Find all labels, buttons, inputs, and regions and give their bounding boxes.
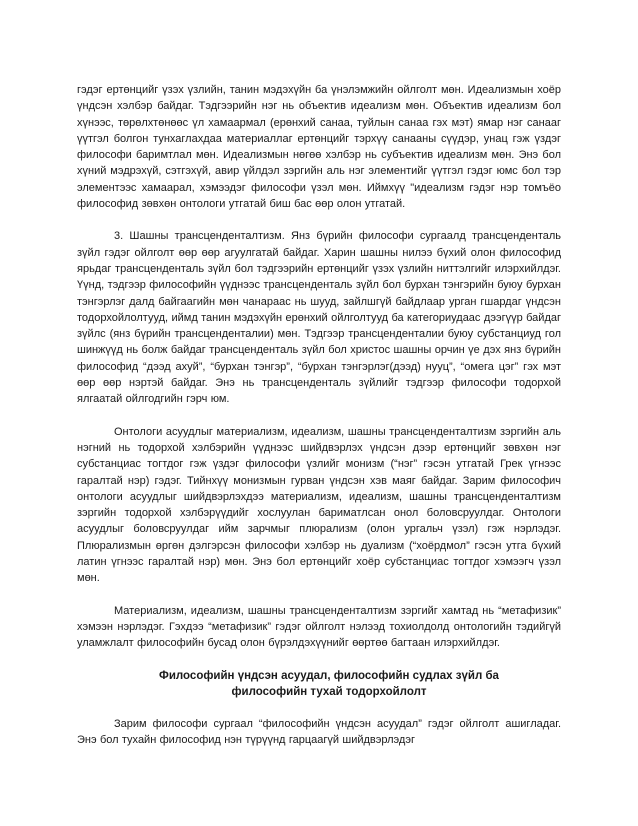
section-heading: [77, 668, 561, 701]
paragraph-closing: Зарим философи сургаал “философийн үндсэн асуудал” гэдэг ойлголт ашигладаг. Энэ бол тухайн философид нэн түрүүнд гарцаагүй шийдвэрлэдэг: [77, 718, 561, 747]
section-heading-line-2: философийн тухай тодорхойлолт: [231, 685, 427, 698]
paragraph-idealism: гэдэг ертөнцийг үзэх үзлийн, танин мэдэхүйн ба үнэлэмжийн ойлголт мөн. Идеализмын хоёр үндсэн хэлбэр байдаг. Тэдгээрийн нэг нь объектив идеализм мөн. Объектив идеализм бол хүнээс, төрөлхтөнөөс үл хамаармал (ерөнхий санаа, туйлын санаа гэх мэт) ямар нэг санааг үүтгэл болгон тунхаглахдаа материаллаг ертөнцийг тэрхүү санааны сүүдэр, унац гэж үздэг философи баримтлал мөн. Идеализмын нөгөө хэлбэр нь субъектив идеализм мөн. Энэ бол хүний мэдрэхүй, сэтгэхүй, авир үйлдэл зэргийн аль нэг элементийг үүтгэл гэдэг юмс бол тэр элементээс хамаарал, хэмээдэг философи үзэл мөн. Иймхүү "идеализм гэдэг нэр томъёо философид зөвхөн онтологи утгатай биш бас өөр олон утгатай.: [77, 84, 561, 211]
paragraph-metaphysics: Материализм, идеализм, шашны трансценденталтизм зэргийг хамтад нь “метафизик” хэмээн нэрлэдэг. Гэхдээ “метафизик” гэдэг ойлголт нэлээд тохиолдолд онтологийн тэдийгүй уламжлалт философийн бусад олон бүрэлдэхүүнийг өөртөө багтаан илэрхийлдэг.: [77, 604, 561, 650]
section-heading-line-1: Философийн үндсэн асуудал, философийн судлах зүйл ба: [159, 669, 499, 682]
document-page: [77, 82, 561, 765]
paragraph-transcendentalism: 3. Шашны трансценденталтизм. Янз бүрийн философи сургаалд трансценденталь зүйл гэдэг ойлголт өөр өөр агуулгатай байдаг. Харин шашны нилээ бүхий олон философид ярьдаг трансценденталь зүйл бол тэдгээрийн ертөнцийг үзэх үзлийн ниттэлгийг илэрхийлдэг. Үүнд, тэдгээр философийн үүднээс трансценденталь зүйл бол бурхан тэнгэрийн буюу бурхан тэнгэрлэг далд байгаагийн мөн чанараас нь шууд, зайлшгүй байдлаар урган гшардаг үндсэн тодорхойлолтууд, иймд танин мэдэхүйн ерөнхий ойлголтууд ба категориудаас дээгүүр байдаг зүйлс (янз бүрийн трансценденталии) мөн. Тэдгээр трансценденталии буюу субстанциуд гол шинжүүд нь болж байдаг трансценденталь зүйл бол христос шашны орчин үе дэх янз бүрийн философид “дээд ахуй”, “бурхан тэнгэр”, “бурхан тэнгэрлэг(дээд) нууц”, “омега цэг” гэх мэт өөр өөр нэртэй байдаг. Энэ нь трансценденталь зүйлийг тэдгээр философи тодорхой ялгаатай ойлгодгийн гэрч юм.: [77, 230, 561, 406]
paragraph-monism: Онтологи асуудлыг материализм, идеализм, шашны трансценденталтизм зэргийн аль нэгний нь тодорхой хэлбэрийн үүднээс шийдвэрлэх үндсэн дээр ертөнцийг зөвхөн нэг субстанциас тогтдог гэж үздэг философи үзлийг монизм (“нэг” гэсэн утгатай Грек үгнээс гаралтай нэр) гэдэг. Тийнхүү монизмын гурван үндсэн хэв маяг байдаг. Зарим философич онтологи асуудлыг шийдвэрлэхдээ материализм, идеализм, шашны трансценденталтизм зэргийн тодорхой хэлбэрүүдийг хослуулан бариматлсан онол боловсруулдаг. Онтологи асуудлыг боловсруулдаг ийм зарчмыг плюрализм (олон ургальч үзэл) гэж нэрлэдэг. Плюрализмын өргөн дэлгэрсэн философи хэлбэр нь дуализм (“хоёрдмол” гэсэн утга бүхий латин үгнээс гаралтай нэр) мөн. Энэ бол ертөнцийг хоёр субстанциас тогтдог хэмээгч үзэл мөн.: [77, 425, 561, 585]
